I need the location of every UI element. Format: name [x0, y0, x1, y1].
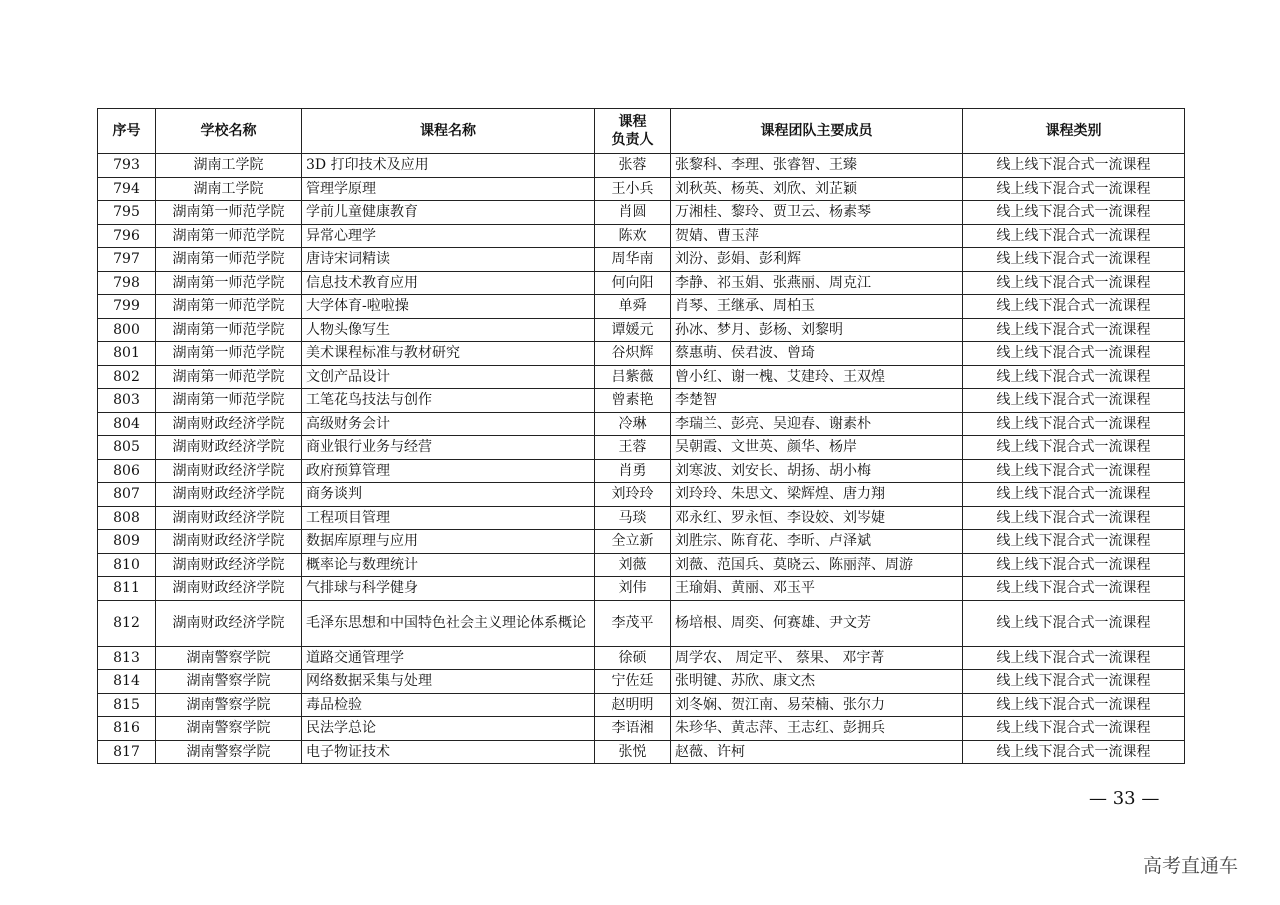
- header-index: 序号: [98, 109, 156, 154]
- cell-category: 线上线下混合式一流课程: [963, 295, 1185, 319]
- header-leader-line2: 负责人: [611, 132, 654, 148]
- cell-leader: 谷炽辉: [595, 342, 671, 366]
- cell-category: 线上线下混合式一流课程: [963, 670, 1185, 694]
- table-row: [98, 553, 1185, 577]
- watermark-text: 高考直通车: [1143, 855, 1239, 877]
- table-row: [98, 389, 1185, 413]
- cell-leader: 周华南: [595, 248, 671, 272]
- table-row: [98, 646, 1185, 670]
- cell-team: 刘胜宗、陈育花、李昕、卢泽斌: [671, 530, 963, 554]
- cell-index: 813: [98, 646, 156, 670]
- cell-course: 概率论与数理统计: [302, 553, 595, 577]
- table-row: [98, 717, 1185, 741]
- cell-course: 文创产品设计: [302, 365, 595, 389]
- table-row: [98, 177, 1185, 201]
- cell-leader: 张蓉: [595, 154, 671, 178]
- cell-leader: 单舜: [595, 295, 671, 319]
- cell-school: 湖南工学院: [156, 154, 302, 178]
- cell-team: 刘秋英、杨英、刘欣、刘芷颖: [671, 177, 963, 201]
- table-row: [98, 506, 1185, 530]
- cell-category: 线上线下混合式一流课程: [963, 506, 1185, 530]
- cell-team: 贺婧、曹玉萍: [671, 224, 963, 248]
- cell-index: 805: [98, 436, 156, 460]
- cell-leader: 赵明明: [595, 693, 671, 717]
- cell-category: 线上线下混合式一流课程: [963, 248, 1185, 272]
- cell-school: 湖南警察学院: [156, 740, 302, 764]
- cell-category: 线上线下混合式一流课程: [963, 577, 1185, 601]
- table-row: [98, 248, 1185, 272]
- cell-course: 商务谈判: [302, 483, 595, 507]
- table-row: [98, 201, 1185, 225]
- header-leader: [595, 109, 671, 154]
- cell-category: 线上线下混合式一流课程: [963, 154, 1185, 178]
- cell-index: 809: [98, 530, 156, 554]
- cell-school: 湖南财政经济学院: [156, 506, 302, 530]
- cell-course: 毒品检验: [302, 693, 595, 717]
- cell-leader: 曾素艳: [595, 389, 671, 413]
- header-category: 课程类别: [963, 109, 1185, 154]
- cell-category: 线上线下混合式一流课程: [963, 177, 1185, 201]
- cell-team: 刘薇、范国兵、莫晓云、陈丽萍、周游: [671, 553, 963, 577]
- cell-course: 政府预算管理: [302, 459, 595, 483]
- cell-category: 线上线下混合式一流课程: [963, 483, 1185, 507]
- cell-course: 高级财务会计: [302, 412, 595, 436]
- cell-index: 799: [98, 295, 156, 319]
- cell-category: 线上线下混合式一流课程: [963, 389, 1185, 413]
- cell-index: 811: [98, 577, 156, 601]
- cell-school: 湖南警察学院: [156, 693, 302, 717]
- table-row: [98, 483, 1185, 507]
- course-table: [97, 108, 1185, 764]
- cell-leader: 肖勇: [595, 459, 671, 483]
- cell-team: 刘寒波、刘安长、胡扬、胡小梅: [671, 459, 963, 483]
- cell-category: 线上线下混合式一流课程: [963, 553, 1185, 577]
- cell-leader: 谭媛元: [595, 318, 671, 342]
- cell-course: 工笔花鸟技法与创作: [302, 389, 595, 413]
- cell-team: 赵薇、许柯: [671, 740, 963, 764]
- cell-category: 线上线下混合式一流课程: [963, 740, 1185, 764]
- cell-index: 812: [98, 600, 156, 646]
- cell-course: 唐诗宋词精读: [302, 248, 595, 272]
- cell-team: 邓永红、罗永恒、李设姣、刘岑婕: [671, 506, 963, 530]
- cell-school: 湖南财政经济学院: [156, 459, 302, 483]
- cell-course: 3D 打印技术及应用: [302, 154, 595, 178]
- page-number: — 33 —: [1089, 788, 1160, 809]
- cell-school: 湖南警察学院: [156, 717, 302, 741]
- cell-team: 曾小红、谢一槐、艾建玲、王双煌: [671, 365, 963, 389]
- cell-team: 张黎科、李理、张睿智、王臻: [671, 154, 963, 178]
- cell-team: 朱珍华、黄志萍、王志红、彭拥兵: [671, 717, 963, 741]
- cell-category: 线上线下混合式一流课程: [963, 646, 1185, 670]
- cell-course: 异常心理学: [302, 224, 595, 248]
- cell-course: 人物头像写生: [302, 318, 595, 342]
- cell-team: 刘汾、彭娟、彭利辉: [671, 248, 963, 272]
- cell-team: 刘玲玲、朱思文、梁辉煌、唐力翔: [671, 483, 963, 507]
- cell-school: 湖南警察学院: [156, 670, 302, 694]
- cell-leader: 王小兵: [595, 177, 671, 201]
- cell-leader: 吕紫薇: [595, 365, 671, 389]
- cell-index: 801: [98, 342, 156, 366]
- cell-index: 810: [98, 553, 156, 577]
- cell-school: 湖南第一师范学院: [156, 224, 302, 248]
- table-row: [98, 412, 1185, 436]
- cell-course: 道路交通管理学: [302, 646, 595, 670]
- table-row: [98, 318, 1185, 342]
- cell-course: 网络数据采集与处理: [302, 670, 595, 694]
- cell-school: 湖南财政经济学院: [156, 600, 302, 646]
- cell-category: 线上线下混合式一流课程: [963, 271, 1185, 295]
- cell-course: 数据库原理与应用: [302, 530, 595, 554]
- cell-leader: 王蓉: [595, 436, 671, 460]
- header-school: 学校名称: [156, 109, 302, 154]
- cell-course: 民法学总论: [302, 717, 595, 741]
- cell-course: 商业银行业务与经营: [302, 436, 595, 460]
- cell-course: 电子物证技术: [302, 740, 595, 764]
- cell-leader: 肖圆: [595, 201, 671, 225]
- cell-course: 气排球与科学健身: [302, 577, 595, 601]
- cell-school: 湖南财政经济学院: [156, 412, 302, 436]
- table-row: [98, 530, 1185, 554]
- cell-index: 796: [98, 224, 156, 248]
- cell-school: 湖南第一师范学院: [156, 365, 302, 389]
- cell-index: 807: [98, 483, 156, 507]
- cell-index: 814: [98, 670, 156, 694]
- cell-leader: 刘伟: [595, 577, 671, 601]
- table-row: [98, 693, 1185, 717]
- cell-course: 信息技术教育应用: [302, 271, 595, 295]
- cell-team: 李瑞兰、彭亮、吴迎春、谢素朴: [671, 412, 963, 436]
- table-row: [98, 154, 1185, 178]
- cell-team: 杨培根、周奕、何赛雄、尹文芳: [671, 600, 963, 646]
- cell-school: 湖南工学院: [156, 177, 302, 201]
- table-row: [98, 436, 1185, 460]
- cell-school: 湖南财政经济学院: [156, 436, 302, 460]
- cell-school: 湖南第一师范学院: [156, 318, 302, 342]
- table-row: [98, 295, 1185, 319]
- table-row: [98, 365, 1185, 389]
- cell-index: 798: [98, 271, 156, 295]
- cell-category: 线上线下混合式一流课程: [963, 600, 1185, 646]
- cell-course: 管理学原理: [302, 177, 595, 201]
- cell-category: 线上线下混合式一流课程: [963, 365, 1185, 389]
- cell-index: 802: [98, 365, 156, 389]
- cell-category: 线上线下混合式一流课程: [963, 717, 1185, 741]
- cell-index: 800: [98, 318, 156, 342]
- table-body: [98, 154, 1185, 764]
- cell-category: 线上线下混合式一流课程: [963, 459, 1185, 483]
- cell-team: 肖琴、王继承、周柏玉: [671, 295, 963, 319]
- cell-leader: 张悦: [595, 740, 671, 764]
- cell-leader: 何向阳: [595, 271, 671, 295]
- table-row: [98, 459, 1185, 483]
- cell-school: 湖南财政经济学院: [156, 530, 302, 554]
- table-row: [98, 224, 1185, 248]
- cell-index: 817: [98, 740, 156, 764]
- table-row: [98, 577, 1185, 601]
- cell-category: 线上线下混合式一流课程: [963, 318, 1185, 342]
- cell-index: 803: [98, 389, 156, 413]
- header-team: 课程团队主要成员: [671, 109, 963, 154]
- cell-team: 蔡惠萌、侯君波、曾琦: [671, 342, 963, 366]
- cell-school: 湖南第一师范学院: [156, 271, 302, 295]
- cell-leader: 刘玲玲: [595, 483, 671, 507]
- cell-leader: 全立新: [595, 530, 671, 554]
- cell-school: 湖南第一师范学院: [156, 389, 302, 413]
- cell-school: 湖南第一师范学院: [156, 201, 302, 225]
- cell-leader: 徐硕: [595, 646, 671, 670]
- cell-category: 线上线下混合式一流课程: [963, 224, 1185, 248]
- cell-school: 湖南第一师范学院: [156, 295, 302, 319]
- cell-course: 毛泽东思想和中国特色社会主义理论体系概论: [302, 600, 595, 646]
- cell-leader: 李茂平: [595, 600, 671, 646]
- cell-index: 794: [98, 177, 156, 201]
- cell-course: 工程项目管理: [302, 506, 595, 530]
- cell-team: 孙冰、梦月、彭杨、刘黎明: [671, 318, 963, 342]
- cell-category: 线上线下混合式一流课程: [963, 412, 1185, 436]
- cell-team: 刘冬娴、贺江南、易荣楠、张尔力: [671, 693, 963, 717]
- table-row: [98, 670, 1185, 694]
- table-row: [98, 600, 1185, 646]
- cell-course: 美术课程标准与教材研究: [302, 342, 595, 366]
- cell-leader: 马琰: [595, 506, 671, 530]
- cell-team: 吴朝霞、文世英、颜华、杨岸: [671, 436, 963, 460]
- cell-category: 线上线下混合式一流课程: [963, 436, 1185, 460]
- cell-index: 795: [98, 201, 156, 225]
- cell-school: 湖南财政经济学院: [156, 577, 302, 601]
- cell-course: 学前儿童健康教育: [302, 201, 595, 225]
- cell-index: 808: [98, 506, 156, 530]
- cell-category: 线上线下混合式一流课程: [963, 693, 1185, 717]
- header-course: 课程名称: [302, 109, 595, 154]
- cell-category: 线上线下混合式一流课程: [963, 530, 1185, 554]
- table-row: [98, 342, 1185, 366]
- cell-team: 王瑜娟、黄丽、邓玉平: [671, 577, 963, 601]
- cell-school: 湖南警察学院: [156, 646, 302, 670]
- cell-team: 周学农、 周定平、 蔡果、 邓宇菁: [671, 646, 963, 670]
- cell-leader: 冷琳: [595, 412, 671, 436]
- cell-school: 湖南财政经济学院: [156, 483, 302, 507]
- cell-team: 李楚智: [671, 389, 963, 413]
- cell-team: 万湘桂、黎玲、贾卫云、杨素琴: [671, 201, 963, 225]
- table-header-row: [98, 109, 1185, 154]
- cell-school: 湖南第一师范学院: [156, 248, 302, 272]
- cell-category: 线上线下混合式一流课程: [963, 201, 1185, 225]
- cell-leader: 陈欢: [595, 224, 671, 248]
- cell-leader: 宁佐廷: [595, 670, 671, 694]
- cell-index: 793: [98, 154, 156, 178]
- cell-course: 大学体育-啦啦操: [302, 295, 595, 319]
- header-leader-line1: 课程: [618, 114, 647, 130]
- cell-index: 815: [98, 693, 156, 717]
- cell-index: 806: [98, 459, 156, 483]
- cell-team: 李静、祁玉娟、张燕丽、周克江: [671, 271, 963, 295]
- cell-category: 线上线下混合式一流课程: [963, 342, 1185, 366]
- table-row: [98, 740, 1185, 764]
- cell-index: 797: [98, 248, 156, 272]
- cell-index: 816: [98, 717, 156, 741]
- cell-leader: 刘薇: [595, 553, 671, 577]
- cell-school: 湖南第一师范学院: [156, 342, 302, 366]
- cell-team: 张明键、苏欣、康文杰: [671, 670, 963, 694]
- cell-leader: 李语湘: [595, 717, 671, 741]
- cell-index: 804: [98, 412, 156, 436]
- cell-school: 湖南财政经济学院: [156, 553, 302, 577]
- table-row: [98, 271, 1185, 295]
